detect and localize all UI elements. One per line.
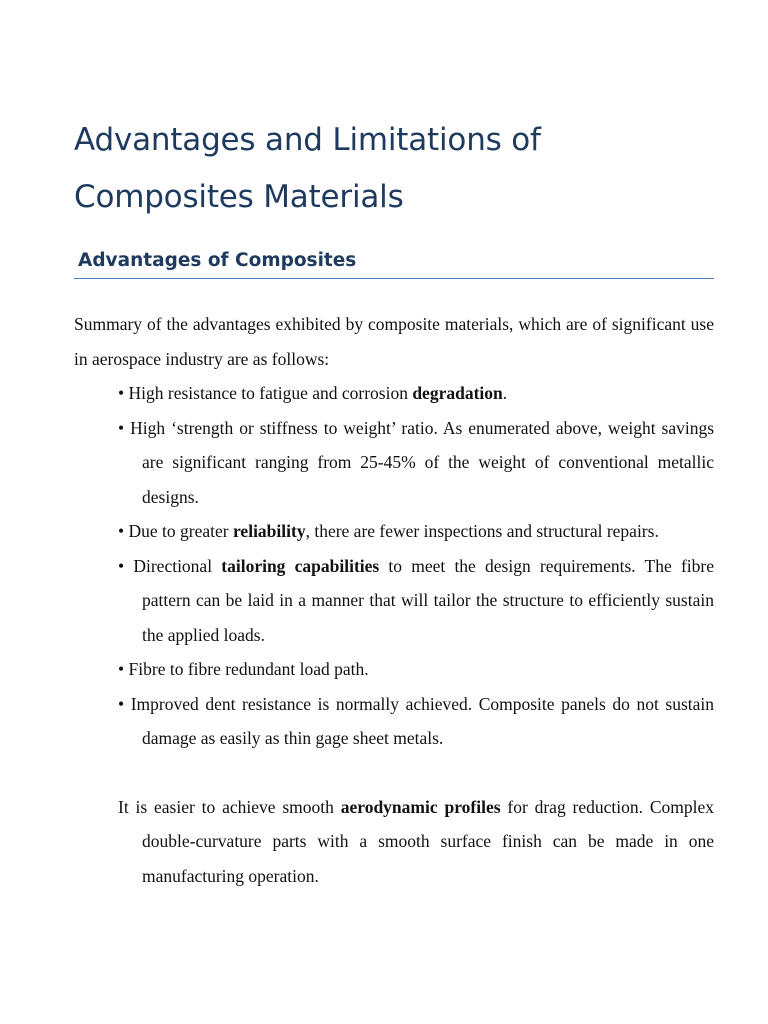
bullet-text: High resistance to fatigue and corrosion xyxy=(128,383,413,403)
bullet-symbol: • xyxy=(118,417,125,438)
list-item xyxy=(74,411,714,515)
bullet-symbol: • xyxy=(118,521,125,541)
bullet-text-end: to meet the design requirements. The fibre pattern can be laid in a manner that will tailor the structure to efficiently sustain the applied loads. xyxy=(142,555,714,645)
bullet-symbol: • xyxy=(118,659,125,679)
section-divider xyxy=(74,278,714,279)
bullet-emphasis: tailoring capabilities xyxy=(221,555,380,576)
bullet-text: Directional xyxy=(133,555,222,576)
closing-emphasis: aerodynamic profiles xyxy=(340,796,501,817)
bullet-emphasis: degradation xyxy=(412,383,503,403)
closing-text: It is easier to achieve smooth xyxy=(118,796,341,817)
list-item xyxy=(74,549,714,653)
list-item xyxy=(74,514,714,549)
list-item xyxy=(74,376,714,411)
list-item xyxy=(74,687,714,756)
bullet-symbol: • xyxy=(118,383,125,403)
bullet-text: Due to greater xyxy=(128,521,233,541)
bullet-symbol: • xyxy=(118,693,125,714)
title-line-1: Advantages and Limitations of xyxy=(74,122,541,158)
bullet-text: Improved dent resistance is normally achieved. Composite panels do not sustain damage as easily as thin gage sheet metals. xyxy=(130,693,714,748)
section-heading: Advantages of Composites xyxy=(78,250,357,271)
bullet-text-end: , there are fewer inspections and structural repairs. xyxy=(305,521,659,541)
closing-paragraph xyxy=(74,790,714,894)
bullet-text-end: . xyxy=(502,383,508,403)
closing-text-end: for drag reduction. Complex double-curvature parts with a smooth surface finish can be made in one manufacturing operation. xyxy=(142,796,714,886)
bullet-symbol: • xyxy=(118,555,125,576)
title-line-2: Composites Materials xyxy=(74,179,404,215)
bullet-emphasis: reliability xyxy=(232,521,306,541)
bullet-text: High ‘strength or stiffness to weight’ ratio. As enumerated above, weight savings are significant ranging from 25-45% of the weight of conventional metallic designs. xyxy=(130,417,715,507)
bullet-text: Fibre to fibre redundant load path. xyxy=(128,659,369,679)
intro-paragraph: Summary of the advantages exhibited by composite materials, which are of significant use in aerospace industry are as follows: xyxy=(74,314,714,369)
page-title xyxy=(74,112,734,226)
list-item xyxy=(74,652,714,687)
document-body xyxy=(74,307,714,893)
paragraph-spacer xyxy=(74,756,714,790)
